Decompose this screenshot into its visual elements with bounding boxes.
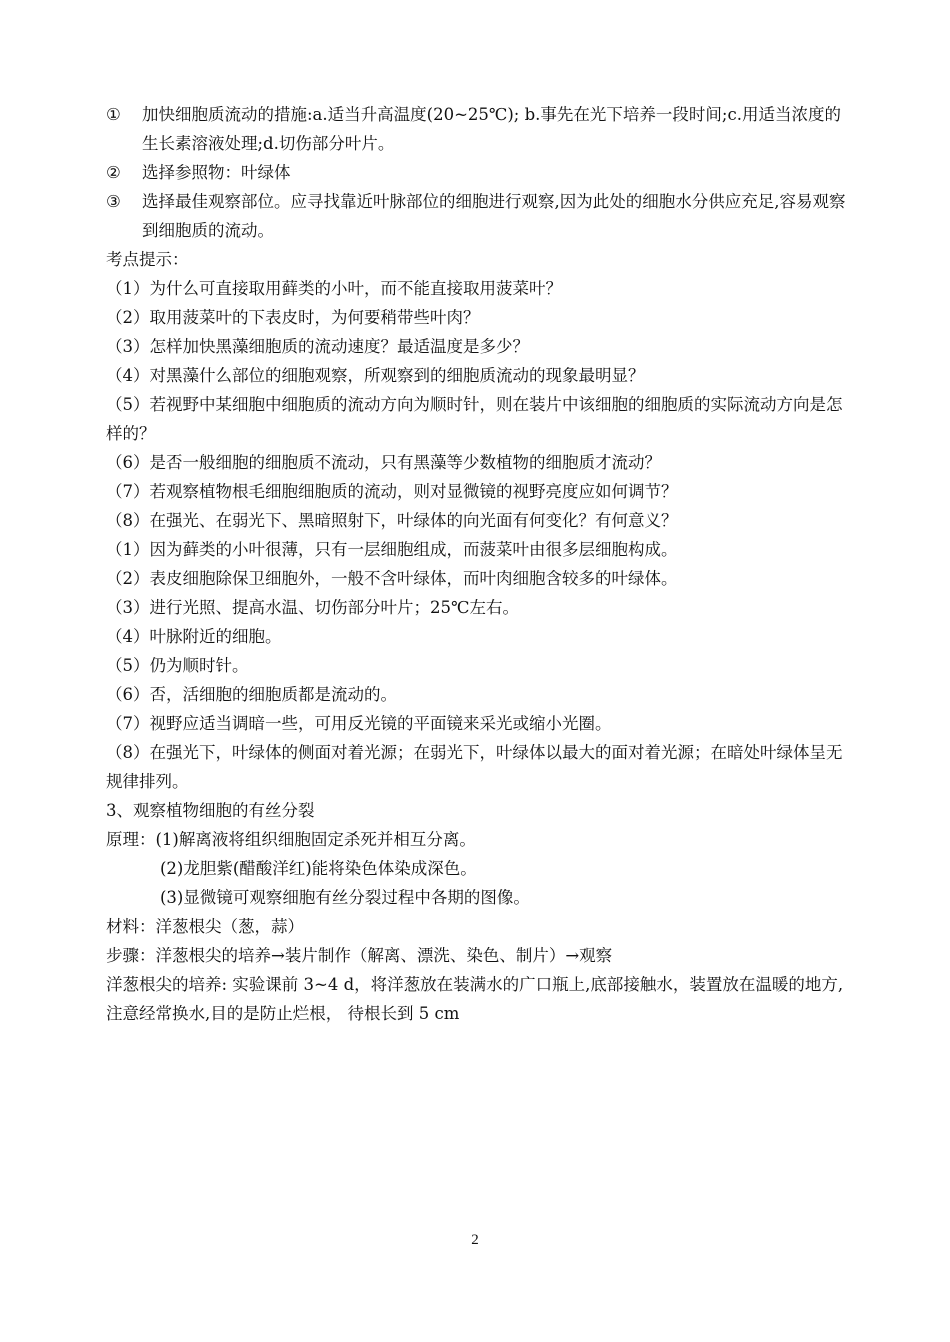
numbered-item-1 (106, 100, 848, 158)
question-8: （8）在强光、在弱光下、黑暗照射下，叶绿体的向光面有何变化？有何意义？ (106, 511, 678, 530)
question-5: （5）若视野中某细胞中细胞质的流动方向为顺时针，则在装片中该细胞的细胞质的实际流动方向是怎样的？ (106, 395, 843, 443)
item-marker: ① (106, 105, 121, 124)
answer-5: （5）仍为顺时针。 (106, 656, 249, 675)
item-text: 选择参照物：叶绿体 (142, 163, 291, 182)
page-number: 2 (471, 1232, 479, 1248)
cultivation-paragraph: 洋葱根尖的培养: 实验课前 3~4 d，将洋葱放在装满水的广口瓶上,底部接触水，装置放在温暖的地方,注意经常换水,目的是防止烂根， 待根长到 5 cm (106, 975, 844, 1023)
answer-4: （4）叶脉附近的细胞。 (106, 627, 282, 646)
item-marker: ③ (106, 192, 121, 211)
question-4: （4）对黑藻什么部位的细胞观察，所观察到的细胞质流动的现象最明显？ (106, 366, 645, 385)
question-6: （6）是否一般细胞的细胞质不流动，只有黑藻等少数植物的细胞质才流动？ (106, 453, 661, 472)
materials-line: 材料：洋葱根尖（葱，蒜） (106, 917, 304, 936)
item-text: 选择最佳观察部位。应寻找靠近叶脉部位的细胞进行观察,因为此处的细胞水分供应充足,容易观察到细胞质的流动。 (142, 192, 846, 240)
item-marker: ② (106, 163, 121, 182)
question-2: （2）取用菠菜叶的下表皮时，为何要稍带些叶肉？ (106, 308, 480, 327)
answer-6: （6）否，活细胞的细胞质都是流动的。 (106, 685, 397, 704)
question-7: （7）若观察植物根毛细胞细胞质的流动，则对显微镜的视野亮度应如何调节？ (106, 482, 678, 501)
kaodian-heading: 考点提示： (106, 250, 189, 269)
principle-line-3: (3)显微镜可观察细胞有丝分裂过程中各期的图像。 (160, 888, 530, 907)
section-heading: 3、观察植物细胞的有丝分裂 (106, 801, 315, 820)
principle-line-2: (2)龙胆紫(醋酸洋红)能将染色体染成深色。 (160, 859, 477, 878)
answer-8: （8）在强光下，叶绿体的侧面对着光源；在弱光下，叶绿体以最大的面对着光源；在暗处叶绿体呈无规律排列。 (106, 743, 843, 791)
numbered-item-3 (106, 187, 848, 245)
numbered-item-2 (106, 158, 848, 187)
question-3: （3）怎样加快黑藻细胞质的流动速度？最适温度是多少？ (106, 337, 529, 356)
answer-7: （7）视野应适当调暗一些，可用反光镜的平面镜来采光或缩小光圈。 (106, 714, 612, 733)
question-1: （1）为什么可直接取用藓类的小叶，而不能直接取用菠菜叶？ (106, 279, 562, 298)
steps-line: 步骤：洋葱根尖的培养→装片制作（解离、漂洗、染色、制片）→观察 (106, 946, 613, 965)
principle-line-1: 原理：(1)解离液将组织细胞固定杀死并相互分离。 (106, 830, 476, 849)
answer-2: （2）表皮细胞除保卫细胞外，一般不含叶绿体，而叶肉细胞含较多的叶绿体。 (106, 569, 678, 588)
page-content (106, 100, 848, 1028)
answer-3: （3）进行光照、提高水温、切伤部分叶片；25℃左右。 (106, 598, 519, 617)
item-text: 加快细胞质流动的措施:a.适当升高温度(20~25℃); b.事先在光下培养一段时间;c.用适当浓度的生长素溶液处理;d.切伤部分叶片。 (142, 105, 841, 153)
answer-1: （1）因为藓类的小叶很薄，只有一层细胞组成，而菠菜叶由很多层细胞构成。 (106, 540, 678, 559)
